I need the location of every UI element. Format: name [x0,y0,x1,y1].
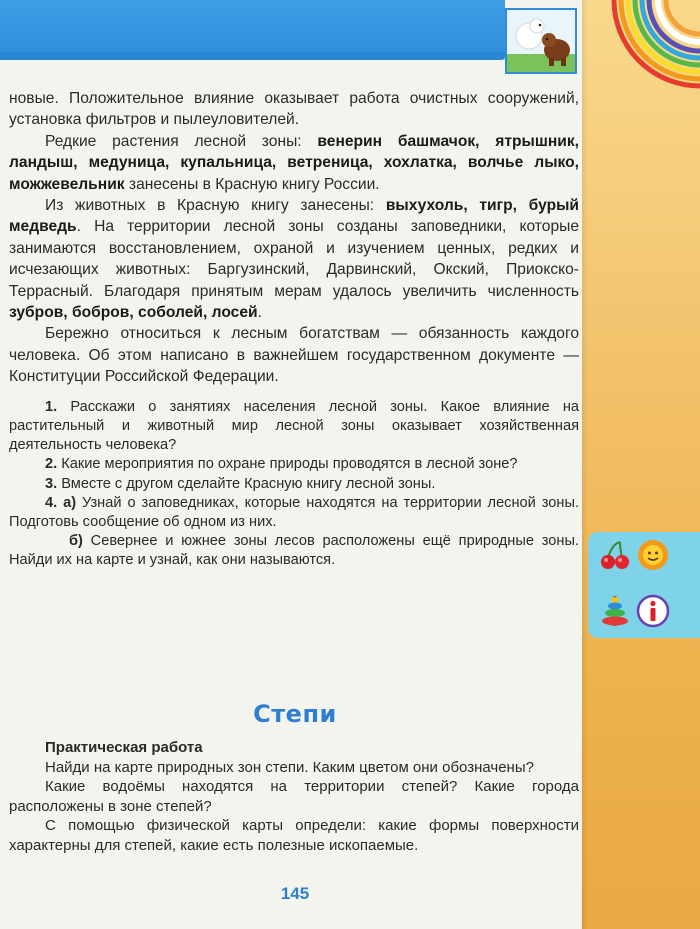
question-4b: б) Севернее и южнее зоны лесов расположены ещё природные зоны. Найди их на карте и узнай, как они называются. [9,533,579,569]
question-4a: 4. а) Узнай о заповедниках, которые находятся на территории лесной зоны. Подготовь сообщение об одном из них. [9,494,579,530]
page-number: 145 [280,884,310,903]
info-icon [636,594,670,628]
paragraph-rare-plants: Редкие растения лесной зоны: венерин башмачок, ятрышник, ландыш, медуница, купальница, ветреница, хохлатка, волчье лыко, можжевельник занесены в Красную книгу России. [9,132,579,193]
question-3: 3. Вместе с другом сделайте Красную книгу лесной зоны. [45,475,436,492]
page-margin-band [582,0,700,929]
paragraph-animals: Из животных в Красную книгу занесены: выхухоль, тигр, бурый медведь. На территории лесной зоны созданы заповедники, которые занимаются восстановлением, охраной и изучением ценных, редких и исчезающих животных: Баргузинский, Дарвинский, Окский, Приокско-Террасный. Благодаря принятым мерам удалось увеличить численность зубров, бобров, соболей, лосей. [9,197,580,322]
question-2: 2. Какие мероприятия по охране природы проводятся в лесной зоне? [45,456,518,473]
practical-work [9,738,579,856]
practical-heading: Практическая работа [45,739,203,756]
practical-task-2: Какие водоёмы находятся на территории степей? Какие города расположены в зоне степей? [9,778,579,815]
paragraph-continued: новые. Положительное влияние оказывает работа очистных сооружений, установка фильтров и пылеуловителей. [9,90,579,129]
header-bar [0,0,505,60]
sun-icon [636,538,670,572]
cherries-icon [598,538,632,572]
paragraph-constitution: Бережно относиться к лесным богатствам — обязанность каждого человека. Об этом написано в важнейшем государственном документе — Конституции Российской Федерации. [9,325,579,386]
section-title-steppes: Степи [253,700,337,728]
header-bar-shadow [0,52,505,60]
questions-list [9,398,579,571]
rainbow-arc-decoration [600,0,700,90]
pyramid-toy-icon [598,594,632,628]
main-text [9,88,579,571]
practical-task-1: Найди на карте природных зон степи. Каким цветом они обозначены? [45,758,534,776]
margin-shadow [582,0,588,929]
polar-bear-picture [505,8,577,74]
question-1: 1. Расскажи о занятиях населения лесной зоны. Какое влияние на растительный и животный мир лесной зоны оказывает хозяйственная деятельность человека? [9,398,579,454]
practical-task-3: С помощью физической карты определи: какие формы поверхности характерны для степей, какие есть полезные ископаемые. [9,817,579,854]
